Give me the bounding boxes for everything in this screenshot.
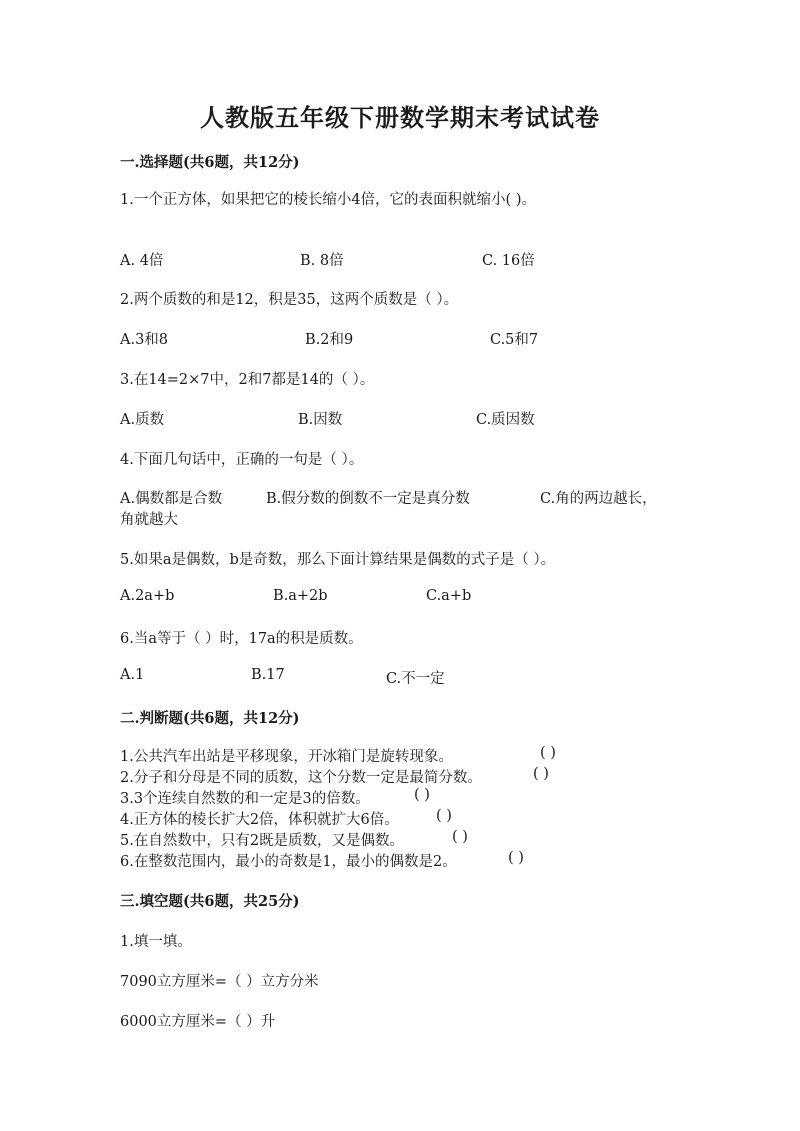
option-6c: C.不一定 [386, 671, 445, 687]
fill-line-volume-dm3: 7090立方厘米=（ ）立方分米 [120, 974, 319, 990]
judgement-2-bracket: ( ) [533, 766, 549, 782]
option-1c: C. 16倍 [482, 253, 535, 269]
judgement-3-bracket: ( ) [414, 787, 430, 803]
question-2: 2.两个质数的和是12，积是35，这两个质数是（ ）。 [120, 292, 459, 308]
option-3c: C.质因数 [476, 412, 535, 428]
option-1b: B. 8倍 [300, 253, 344, 269]
option-2a: A.3和8 [120, 332, 169, 348]
question-6: 6.当a等于（ ）时，17a的积是质数。 [120, 631, 363, 647]
option-2c: C.5和7 [490, 332, 539, 348]
option-5b: B.a+2b [273, 588, 328, 604]
judgement-5: 5.在自然数中，只有2既是质数，又是偶数。 [120, 833, 405, 849]
option-5c: C.a+b [426, 588, 472, 604]
judgement-5-bracket: ( ) [452, 829, 468, 845]
option-6b: B.17 [251, 667, 285, 683]
fill-question-1: 1.填一填。 [120, 934, 192, 950]
judgement-1: 1.公共汽车出站是平移现象，开冰箱门是旋转现象。 [120, 749, 453, 765]
section-heading-choice: 一.选择题(共6题，共12分) [120, 154, 300, 171]
judgement-4-bracket: ( ) [436, 808, 452, 824]
question-4: 4.下面几句话中，正确的一句是（ ）。 [120, 452, 364, 468]
option-4b: B.假分数的倒数不一定是真分数 [266, 491, 470, 507]
judgement-6-bracket: ( ) [508, 850, 524, 866]
option-3a: A.质数 [120, 412, 165, 428]
exam-title: 人教版五年级下册数学期末考试试卷 [200, 103, 600, 132]
option-1a: A. 4倍 [120, 253, 164, 269]
option-4a: A.偶数都是合数 [120, 491, 223, 507]
question-5: 5.如果a是偶数，b是奇数，那么下面计算结果是偶数的式子是（ ）。 [120, 552, 556, 568]
section-heading-judgement: 二.判断题(共6题，共12分) [120, 710, 300, 727]
option-6a: A.1 [120, 667, 145, 683]
option-5a: A.2a+b [120, 588, 175, 604]
section-heading-fill-blank: 三.填空题(共6题，共25分) [120, 893, 300, 910]
question-3: 3.在14=2×7中，2和7都是14的（ ）。 [120, 372, 375, 388]
option-3b: B.因数 [298, 412, 343, 428]
option-4c-continuation: 角就越大 [120, 512, 178, 528]
judgement-4: 4.正方体的棱长扩大2倍，体积就扩大6倍。 [120, 812, 399, 828]
option-2b: B.2和9 [305, 332, 354, 348]
question-1: 1.一个正方体，如果把它的棱长缩小4倍，它的表面积就缩小( )。 [120, 192, 536, 208]
judgement-3: 3.3个连续自然数的和一定是3的倍数。 [120, 791, 370, 807]
judgement-2: 2.分子和分母是不同的质数，这个分数一定是最简分数。 [120, 770, 482, 786]
fill-line-volume-litre: 6000立方厘米=（ ）升 [120, 1014, 276, 1030]
judgement-1-bracket: ( ) [540, 745, 556, 761]
option-4c: C.角的两边越长， [540, 491, 657, 507]
judgement-6: 6.在整数范围内，最小的奇数是1，最小的偶数是2。 [120, 854, 457, 870]
